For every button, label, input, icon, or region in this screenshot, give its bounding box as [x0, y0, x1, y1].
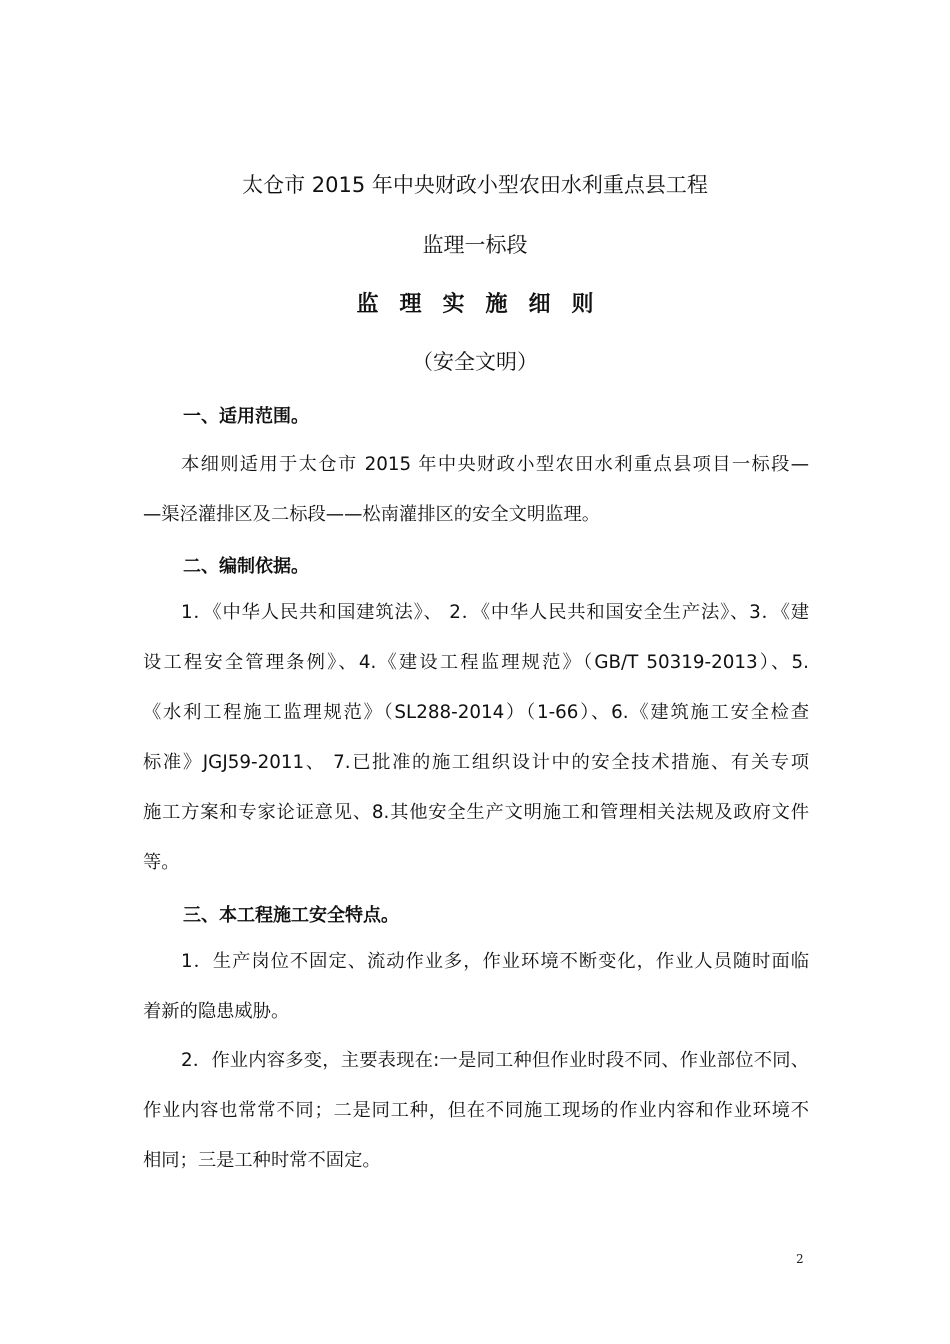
- paragraph-line: 设工程安全管理条例》、4.《建设工程监理规范》（GB/T 50319-2013）、5.: [143, 652, 809, 673]
- document-title-line2: 监理一标段: [422, 233, 528, 257]
- paragraph-line: 2．作业内容多变，主要表现在:一是同工种但作业时段不同、作业部位不同、: [181, 1050, 809, 1071]
- paragraph-line: 本细则适用于太仓市 2015 年中央财政小型农田水利重点县项目一标段—: [181, 454, 809, 475]
- document-title-line1: 太仓市 2015 年中央财政小型农田水利重点县工程: [242, 173, 708, 197]
- paragraph-line: 1．《中华人民共和国建筑法》、 2．《中华人民共和国安全生产法》、3．《建: [181, 602, 809, 623]
- paragraph-line: 1．生产岗位不固定、流动作业多，作业环境不断变化，作业人员随时面临: [181, 951, 809, 972]
- section-scope-paragraph: [143, 440, 809, 540]
- paragraph-line: 相同；三是工种时常不固定。: [143, 1150, 381, 1171]
- paragraph-line: 《水利工程施工监理规范》（SL288-2014）（1-66）、6.《建筑施工安全检查: [143, 702, 809, 723]
- section-basis-paragraph: [143, 588, 809, 888]
- paragraph-line: 作业内容也常常不同；二是同工种，但在不同施工现场的作业内容和作业环境不: [143, 1100, 809, 1121]
- paragraph-line: 标准》JGJ59-2011、 7.已批准的施工组织设计中的安全技术措施、有关专项: [143, 752, 809, 773]
- document-main-title: 监理实施细则: [356, 292, 615, 317]
- paragraph-line: 施工方案和专家论证意见、8.其他安全生产文明施工和管理相关法规及政府文件: [143, 802, 809, 823]
- paragraph-line: —渠泾灌排区及二标段——松南灌排区的安全文明监理。: [143, 504, 601, 525]
- section-features-paragraph-2: [143, 1036, 809, 1186]
- page-number: 2: [796, 1252, 804, 1266]
- document-subtitle: （安全文明）: [412, 350, 538, 374]
- section-heading-basis: 二、编制依据。: [183, 556, 309, 577]
- section-heading-scope: 一、适用范围。: [183, 406, 309, 427]
- paragraph-line: 等。: [143, 852, 180, 873]
- section-features-paragraph-1: [143, 937, 809, 1037]
- section-heading-features: 三、本工程施工安全特点。: [183, 905, 399, 926]
- paragraph-line: 着新的隐患威胁。: [143, 1001, 290, 1022]
